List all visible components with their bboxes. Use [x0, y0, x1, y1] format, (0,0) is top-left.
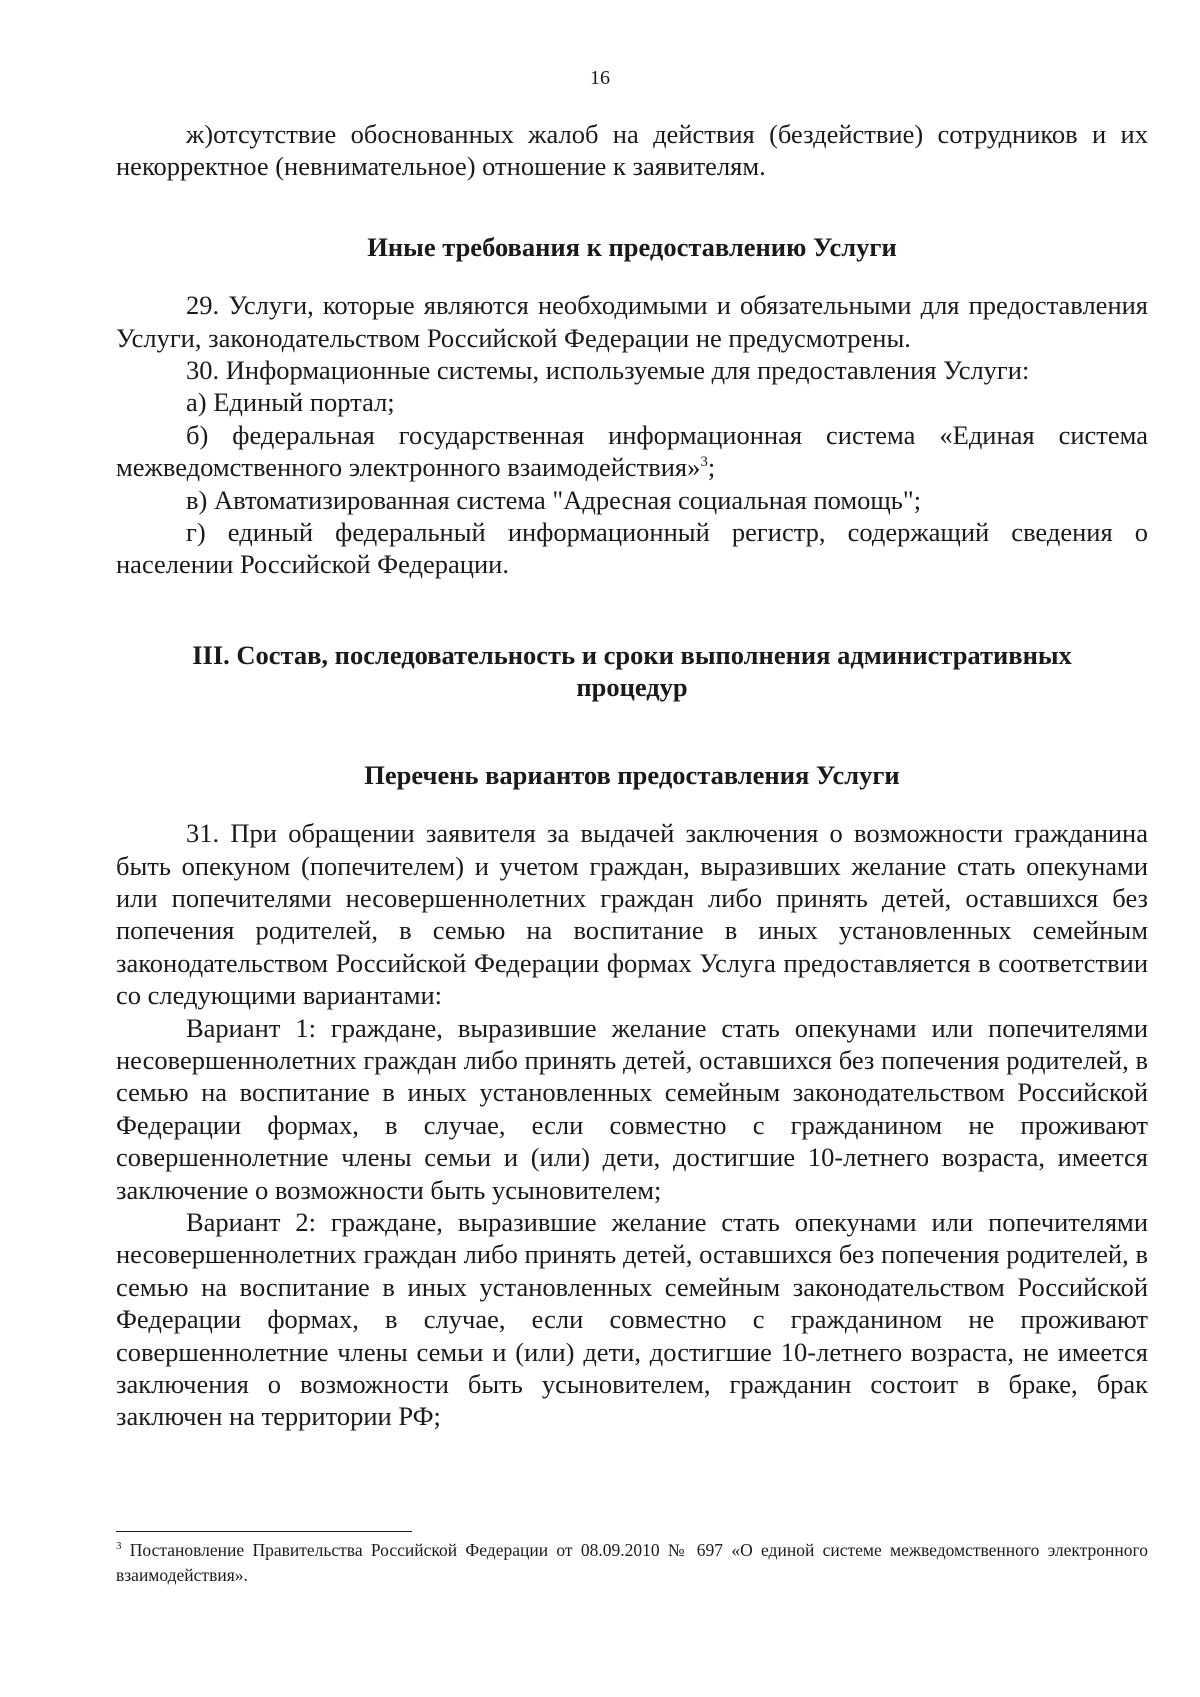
paragraph-30v: в) Автоматизированная система "Адресная социальная помощь";: [186, 484, 922, 515]
paragraph-30: 30. Информационные системы, используемые для предоставления Услуги:: [186, 355, 1030, 386]
paragraph-30b-tail: ;: [707, 452, 716, 483]
heading-section-3: III. Состав, последовательность и сроки выполнения административных процедур: [192, 639, 1072, 703]
paragraph-30a: а) Единый портал;: [186, 387, 395, 418]
document-body: [116, 118, 1148, 1433]
footnote-divider: [116, 1531, 412, 1532]
paragraph-31: 31. При обращении заявителя за выдачей заключения о возможности гражданина быть опекуном (попечителем) и учетом граждан, выразивших желание стать опекунами или попечителями несовершеннолетних граждан либо принять детей, оставшихся без попечения родителей, в семью на воспитание в иных установленных семейным законодательством Российской Федерации формах Услуга предоставляется в соответствии со следующими вариантами:: [116, 818, 1148, 1011]
paragraph-30g: г) единый федеральный информационный регистр, содержащий сведения о населении Российской Федерации.: [116, 517, 1148, 580]
paragraph-variant-2: Вариант 2: граждане, выразившие желание стать опекунами или попечителями несовершеннолетних граждан либо принять детей, оставшихся без попечения родителей, в семью на воспитание в иных установленных семейным законодательством Российской Федерации формах, в случае, если совместно с гражданином не проживают совершеннолетние члены семьи и (или) дети, достигшие 10-летнего возраста, не имеется заключения о возможности быть усыновителем, гражданин состоит в браке, брак заключен на территории РФ;: [116, 1206, 1148, 1432]
heading-other-requirements: Иные требования к предоставлению Услуги: [367, 231, 897, 262]
paragraph-30b: [116, 419, 1148, 484]
paragraph-29: 29. Услуги, которые являются необходимыми и обязательными для предоставления Услуги, законодательством Российской Федерации не предусмотрены.: [116, 290, 1148, 353]
heading-variants-list: Перечень вариантов предоставления Услуги: [364, 759, 900, 790]
page-number: 16: [590, 67, 610, 89]
footnote-text: Постановление Правительства Российской Федерации от 08.09.2010 № 697 «О единой системе межведомственного электронного взаимодействия».: [116, 1540, 1148, 1585]
footnote: [116, 1538, 1148, 1588]
footnote-mark: 3: [116, 1540, 122, 1553]
paragraph-30b-text: б) федеральная государственная информационная система «Единая система межведомственного электронного взаимодействия»: [116, 419, 1148, 483]
footnote-reference: 3: [700, 454, 708, 471]
paragraph-zh: ж)отсутствие обоснованных жалоб на действия (бездействие) сотрудников и их некорректное (невнимательное) отношение к заявителям.: [116, 119, 1148, 182]
paragraph-variant-1: Вариант 1: граждане, выразившие желание стать опекунами или попечителями несовершеннолетних граждан либо принять детей, оставшихся без попечения родителей, в семью на воспитание в иных установленных семейным законодательством Российской Федерации формах, в случае, если совместно с гражданином не проживают совершеннолетние члены семьи и (или) дети, достигшие 10-летнего возраста, имеется заключение о возможности быть усыновителем;: [116, 1012, 1148, 1205]
